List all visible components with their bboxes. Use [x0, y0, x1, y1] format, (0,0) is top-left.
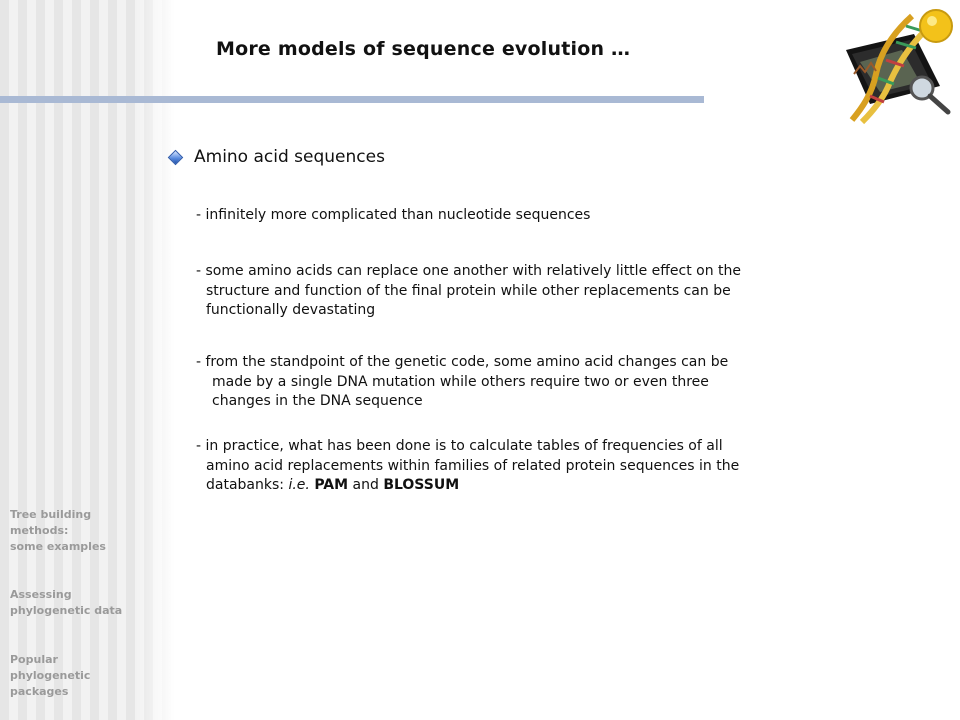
pam-term: PAM — [314, 477, 349, 493]
sidebar-link-line: Popular — [10, 653, 58, 666]
sidebar-link-line: some examples — [10, 540, 106, 553]
sidebar-link-tree-building[interactable] — [10, 507, 160, 555]
sidebar-link-line: packages — [10, 685, 69, 698]
point-line: - from the standpoint of the genetic code, some amino acid changes can be — [196, 354, 729, 370]
sidebar-link-line: Assessing — [10, 588, 72, 601]
dna-magnifier-icon — [840, 4, 956, 126]
sidebar-link-line: Tree building — [10, 508, 92, 521]
slide-title: More models of sequence evolution … — [216, 38, 631, 60]
point-line: - infinitely more complicated than nucleotide sequences — [196, 207, 591, 223]
point-line: amino acid replacements within families of related protein sequences in the — [206, 457, 740, 474]
blossum-term: BLOSSUM — [383, 477, 460, 493]
bullet-amino-acid-sequences — [170, 147, 385, 167]
point-line — [196, 476, 836, 496]
bullet-text: Amino acid sequences — [194, 147, 385, 167]
and-text: and — [348, 477, 384, 493]
point-line: - some amino acids can replace one another with relatively little effect on the — [196, 263, 742, 279]
sidebar-link-line: phylogenetic data — [10, 604, 123, 617]
point-genetic-code — [196, 353, 836, 412]
point-replacement-effects — [196, 262, 836, 321]
point-line: structure and function of the final protein while other replacements can be — [206, 282, 731, 299]
point-line: changes in the DNA sequence — [212, 393, 423, 409]
point-line: functionally devastating — [206, 302, 376, 318]
point-practice — [196, 437, 836, 496]
diamond-bullet-icon — [168, 149, 184, 165]
databanks-text: databanks: — [206, 477, 289, 493]
sidebar-link-assessing-data[interactable] — [10, 587, 160, 619]
point-line: made by a single DNA mutation while others require two or even three — [212, 373, 709, 390]
sidebar-link-popular-packages[interactable] — [10, 652, 160, 700]
title-underline-bar — [0, 96, 704, 103]
point-complexity — [196, 206, 836, 226]
point-line: - in practice, what has been done is to calculate tables of frequencies of all — [196, 438, 723, 454]
sidebar-link-line: phylogenetic — [10, 669, 91, 682]
ie-text: i.e. — [288, 477, 310, 493]
sidebar-link-line: methods: — [10, 524, 69, 537]
